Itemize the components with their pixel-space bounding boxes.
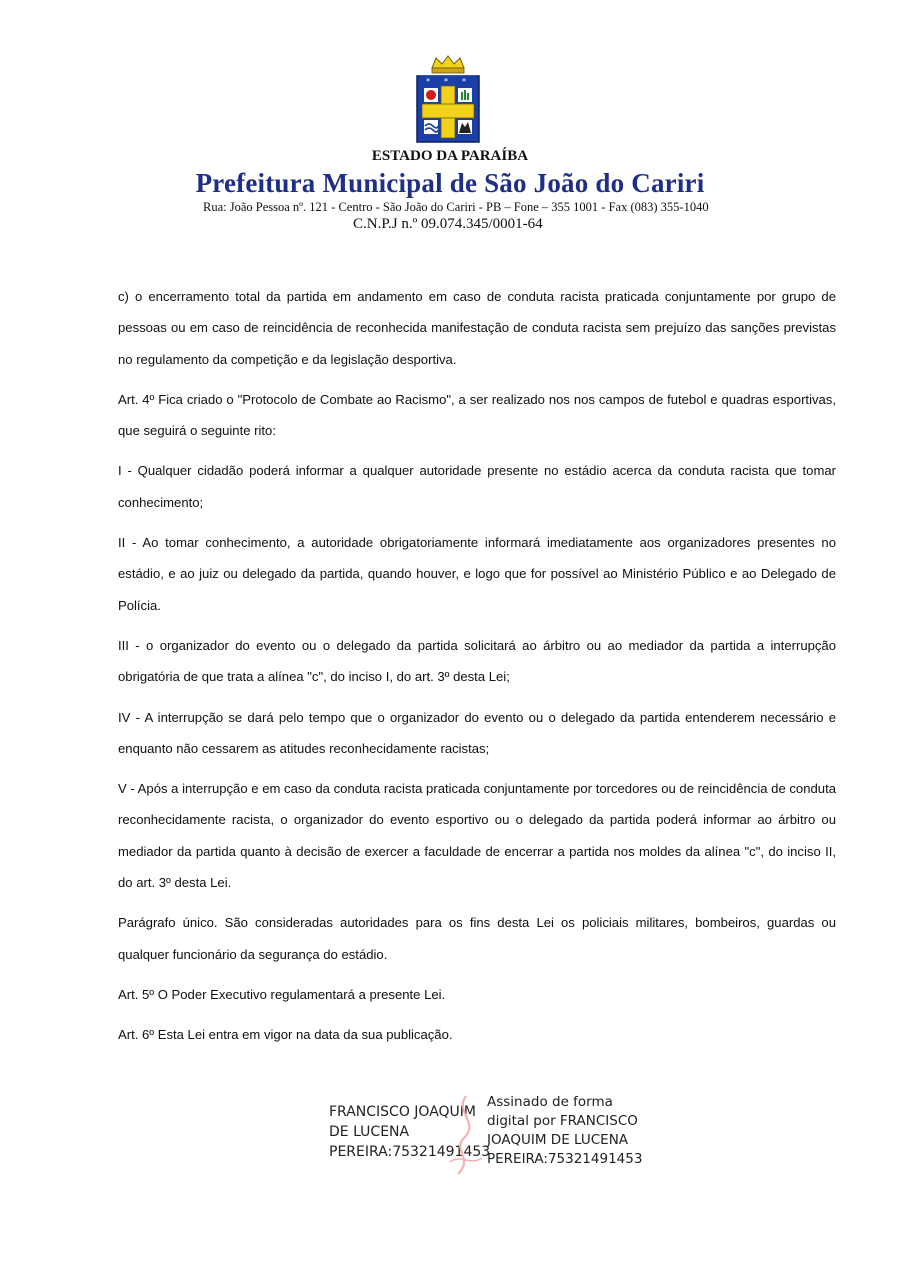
paragraph-unique: Parágrafo único. São consideradas autoridades para os fins desta Lei os policiais militares, bombeiros, guardas ou qualquer funcionário da segurança do estádio. [118,915,836,962]
city-hall-title: Prefeitura Municipal de São João do Cariri [195,168,705,198]
paragraph-art-5: Art. 5º O Poder Executivo regulamentará a presente Lei. [118,986,446,1002]
svg-text:*: * [462,77,466,86]
svg-text:*: * [426,77,430,86]
signer-name-line: FRANCISCO JOAQUIM [329,1104,477,1120]
paragraph-inciso-ii: II - Ao tomar conhecimento, a autoridade obrigatoriamente informará imediatamente aos organizadores presentes no estádio, e ao juiz ou delegado da partida, quando houver, e logo que for possível ao Ministério Público e ao Delegado de Polícia. [118,535,836,613]
state-name: ESTADO DA PARAÍBA [371,148,529,164]
paragraph-item-c: c) o encerramento total da partida em andamento em caso de conduta racista praticada conjuntamente por grupo de pessoas ou em caso de reincidência de reconhecida manifestação de conduta racista sem prejuízo das sanções previstas no regulamento da competição e da legislação desportiva. [118,289,836,367]
cnpj-line: C.N.P.J n.º 09.074.345/0001-64 [353,216,543,232]
signature-info-line: digital por FRANCISCO [487,1113,638,1129]
signature-info-line: Assinado de forma [487,1094,613,1110]
signature-info-line: JOAQUIM DE LUCENA [487,1132,629,1148]
paragraph-inciso-v: V - Após a interrupção e em caso da conduta racista praticada conjuntamente por torcedores ou de reincidência de conduta reconhecidamente racista, o organizador do evento esportivo ou o delegado da partida poderá informar ao árbitro ou mediador da partida quanto à decisão de exercer a faculdade de encerrar a partida nos moldes da alínea "c", do inciso II, do art. 3º desta Lei. [118,781,836,891]
address-line: Rua: João Pessoa nº. 121 - Centro - São João do Cariri - PB – Fone – 355 1001 - Fax (083) 355-1040 [203,200,709,214]
document-body [118,281,836,1060]
signature-info-line: PEREIRA:75321491453 [487,1151,643,1167]
signature-info [487,1093,657,1169]
signer-name-line: PEREIRA:75321491453 [329,1144,491,1160]
svg-text:*: * [444,77,448,86]
coat-of-arms-icon [412,54,484,148]
signer-name-line: DE LUCENA [329,1124,410,1140]
paragraph-inciso-iii: III - o organizador do evento ou o delegado da partida solicitará ao árbitro ou ao mediador da partida a interrupção obrigatória de que trata a alínea "c", do inciso I, do art. 3º desta Lei; [118,637,836,685]
paragraph-inciso-iv: IV - A interrupção se dará pelo tempo que o organizador do evento ou o delegado da partida entenderem necessário e enquanto não cessarem as atitudes reconhecidamente racistas; [118,709,836,756]
paragraph-art-6: Art. 6º Esta Lei entra em vigor na data da sua publicação. [118,1027,453,1043]
paragraph-inciso-i: I - Qualquer cidadão poderá informar a qualquer autoridade presente no estádio acerca da conduta racista que tomar conhecimento; [118,463,836,510]
paragraph-art-4: Art. 4º Fica criado o "Protocolo de Combate ao Racismo", a ser realizado nos nos campos de futebol e quadras esportivas, que seguirá o seguinte rito: [118,391,836,439]
